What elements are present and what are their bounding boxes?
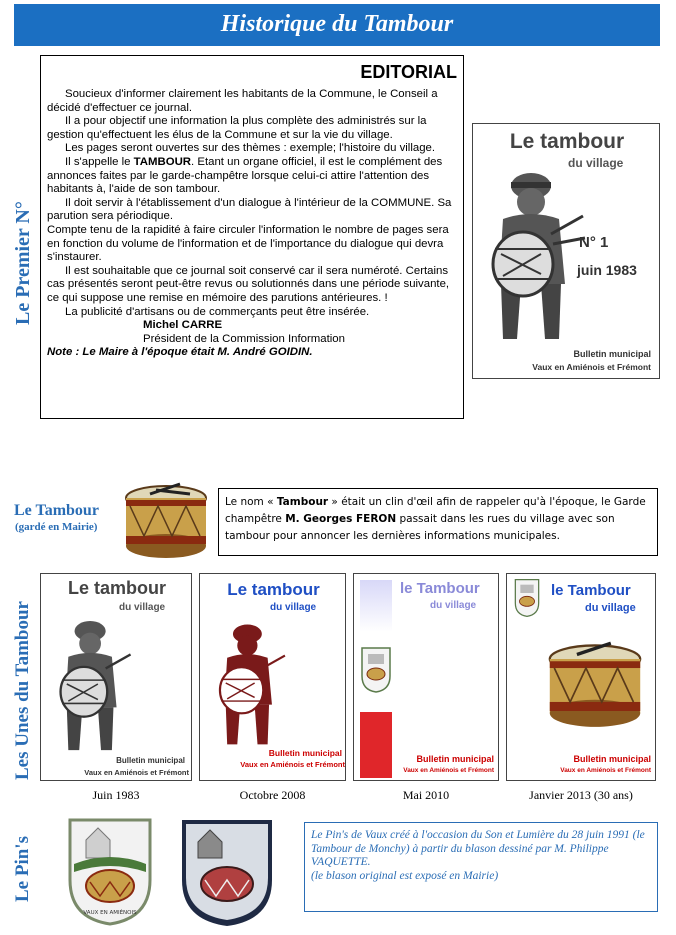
cover-title: Le tambour xyxy=(509,130,625,153)
tambour-info-box: Le nom « Tambour » était un clin d'œil afin de rappeler qu'à l'époque, le Garde champêtre M. Georges FERON passait dans les rues du village avec son tambour pour annoncer les dernières informations municipales. xyxy=(218,488,658,556)
editorial-note: Note : Le Maire à l'époque était M. André GOIDIN. xyxy=(47,346,313,359)
cover-subtitle: du village xyxy=(270,602,317,613)
cover-title: le Tambour xyxy=(400,580,480,597)
pin-text: VAUX EN AMIÉNOIS xyxy=(83,910,137,916)
cover-subtitle: du village xyxy=(119,602,166,613)
editorial-paragraph: La publicité d'artisans ou de commerçants peut être insérée. xyxy=(65,305,370,318)
drummer-illustration xyxy=(49,614,139,754)
editorial-paragraph: Il s'appelle le TAMBOUR. Etant un organe officiel, il est le complément des annonces faites par le garde-champêtre lorsque celui-ci attire l'attention des habitants à, l'aide de son tambour. xyxy=(47,155,443,196)
cover-footer: Bulletin municipal xyxy=(573,754,651,764)
pin-photo-dark xyxy=(178,816,276,930)
pin-photo-white xyxy=(64,814,156,928)
cover-caption: Janvier 2013 (30 ans) xyxy=(529,788,633,802)
editorial-paragraph: Compte tenu de la rapidité à faire circuler l'information le nombre de pages sera en fonction du volume de l'information et de l'importance du dialogue qui devra s'instaurer. xyxy=(47,223,449,264)
section-label-premier: Le Premier N° xyxy=(12,201,34,325)
cover-title: le Tambour xyxy=(551,582,631,599)
cover-decor-bar xyxy=(360,580,392,632)
editorial-title: EDITORIAL xyxy=(360,62,457,82)
pins-info-box xyxy=(304,822,658,912)
drum-photo xyxy=(120,480,212,562)
section-label-unes: Les Unes du Tambour xyxy=(12,601,33,780)
cover-title: Le tambour xyxy=(227,580,320,599)
cover-2013 xyxy=(506,573,656,781)
drum-illustration xyxy=(543,630,647,740)
cover-footer: Vaux en Amiénois et Frémont xyxy=(240,760,345,769)
editorial-paragraph: Il doit servir à l'établissement d'un dialogue à l'intérieur de la COMMUNE. Sa parution sera périodique. xyxy=(47,196,452,223)
cover-caption: Juin 1983 xyxy=(92,788,140,802)
first-issue-cover xyxy=(472,123,660,379)
cover-number: N° 1 xyxy=(579,234,609,251)
cover-1983 xyxy=(40,573,192,781)
tambour-sublabel: (gardé en Mairie) xyxy=(15,521,98,533)
editorial-signature: Michel CARRE xyxy=(143,319,223,332)
cover-footer: Bulletin municipal xyxy=(573,349,651,359)
page-title: Historique du Tambour xyxy=(14,4,660,46)
cover-footer: Bulletin municipal xyxy=(116,756,185,765)
cover-footer: Bulletin municipal xyxy=(268,748,342,758)
drummer-illustration xyxy=(210,618,292,748)
pins-note: (le blason original est exposé en Mairie) xyxy=(311,869,499,882)
editorial-role: Président de la Commission Information xyxy=(143,332,345,345)
cover-date: juin 1983 xyxy=(577,262,637,278)
tambour-label: Le Tambour xyxy=(14,502,99,519)
drummer-illustration xyxy=(481,164,591,344)
pins-text: Le Pin's de Vaux créé à l'occasion du Son et Lumière du 28 juin 1991 (le Tambour de Monchy) à partir du blason dessiné par M. Philippe VAQUETTE. xyxy=(311,829,645,868)
cover-2008 xyxy=(199,573,346,781)
editorial-paragraph: Les pages seront ouvertes sur des thèmes : exemple; l'histoire du village. xyxy=(65,142,436,155)
cover-subtitle: du village xyxy=(430,600,477,611)
cover-caption: Mai 2010 xyxy=(402,788,450,802)
cover-footer: Vaux en Amiénois et Frémont xyxy=(560,767,651,774)
coat-of-arms-icon xyxy=(360,646,392,694)
editorial-paragraph: Il a pour objectif une information la plus complète des administrés sur la gestion qu'effectuent les élus de la Commune et sur la vie du village. xyxy=(47,115,427,141)
cover-footer: Vaux en Amiénois et Frémont xyxy=(532,362,651,372)
cover-2010 xyxy=(353,573,499,781)
editorial-paragraph: Il est souhaitable que ce journal soit conservé car il sera numéroté. Certains cas présentés seront peut-être revus ou solutionnés dans une période suivante, ce qui suppose une remise en mémoire des parutions antérieures. ! xyxy=(47,264,450,304)
cover-subtitle: du village xyxy=(568,156,624,170)
section-label-pins: Le Pin's xyxy=(12,836,33,902)
editorial-box xyxy=(40,55,464,419)
coat-of-arms-icon xyxy=(513,578,541,618)
cover-footer: Vaux en Amiénois et Frémont xyxy=(403,767,494,774)
cover-footer: Bulletin municipal xyxy=(416,754,494,764)
cover-title: Le tambour xyxy=(67,578,166,598)
editorial-paragraph: Soucieux d'informer clairement les habitants de la Commune, le Conseil a décidé d'effectuer ce journal. xyxy=(47,88,438,114)
cover-caption: Octobre 2008 xyxy=(239,788,306,802)
cover-subtitle: du village xyxy=(585,602,636,614)
cover-footer: Vaux en Amiénois et Frémont xyxy=(84,768,189,777)
